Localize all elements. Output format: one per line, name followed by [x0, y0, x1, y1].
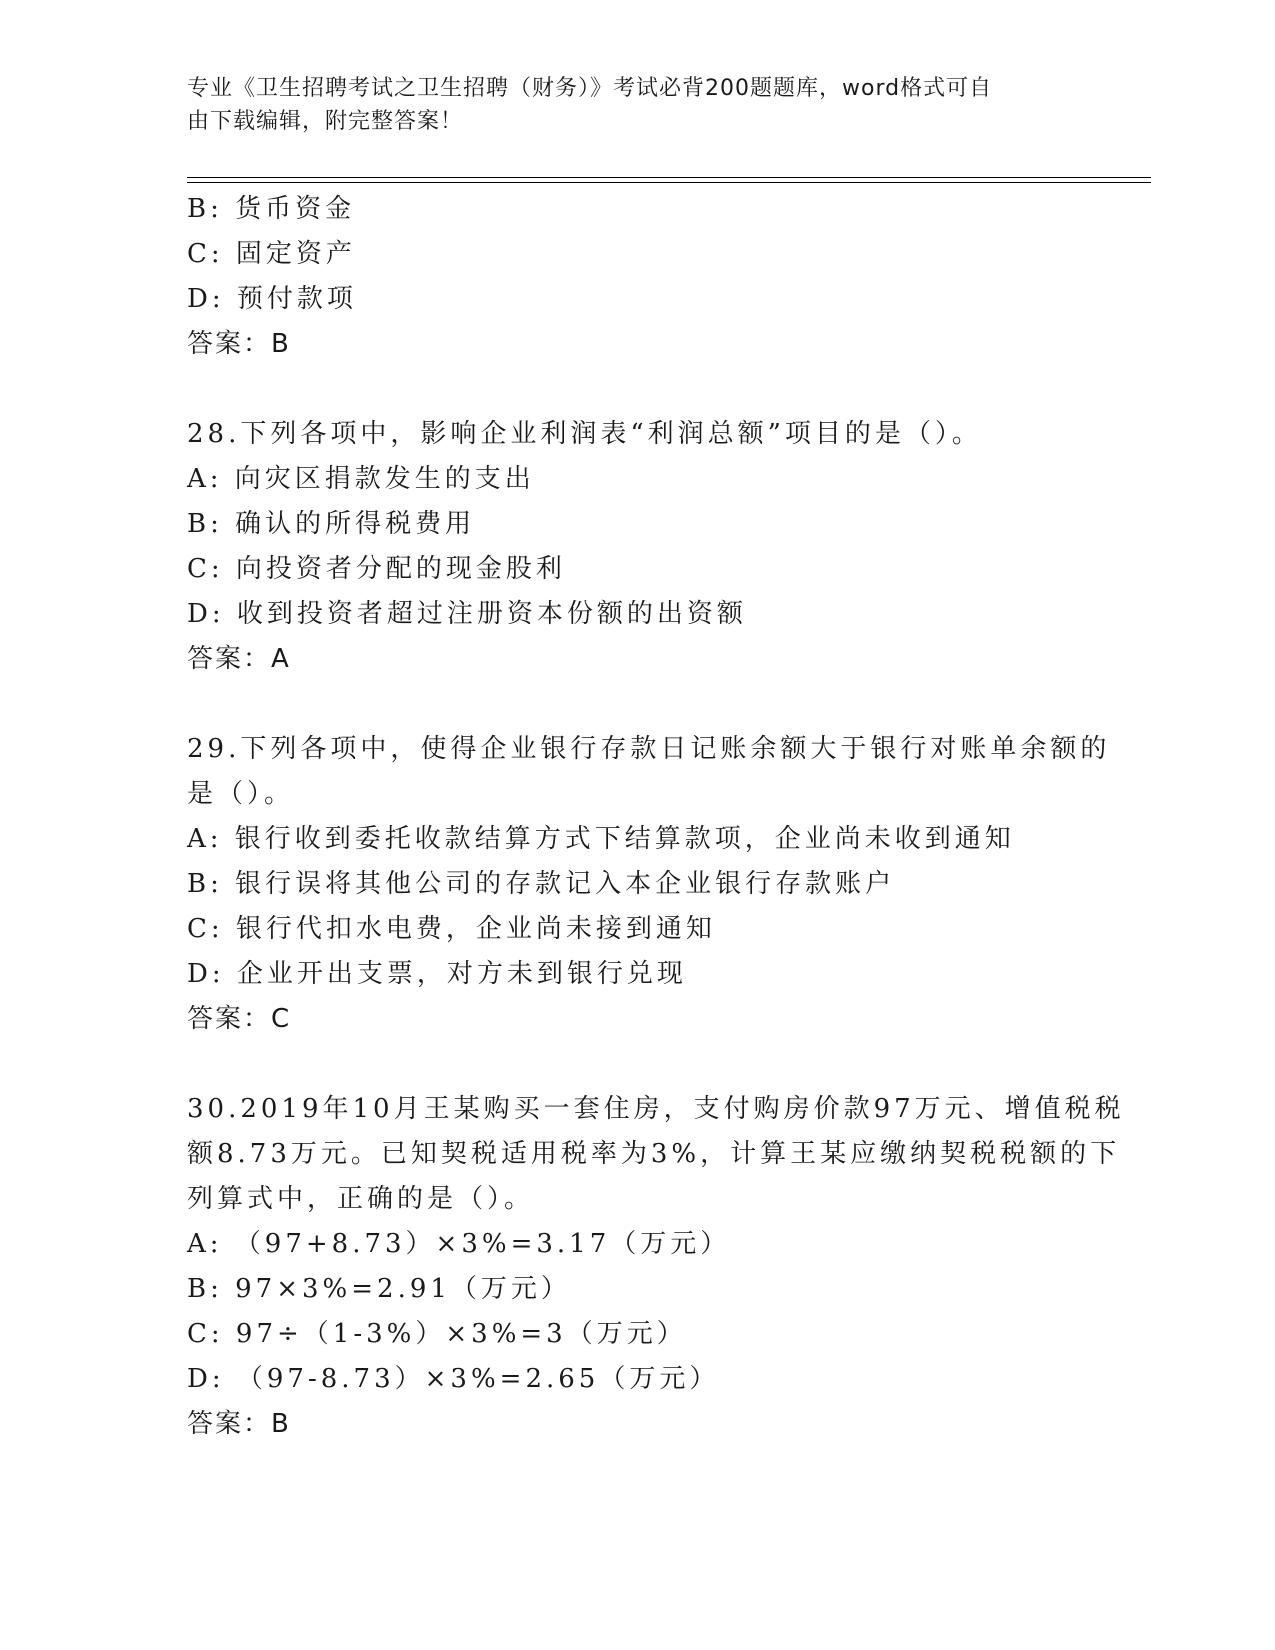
q28-option-c: C: 向投资者分配的现金股利: [187, 554, 566, 584]
q28-option-d: D: 收到投资者超过注册资本份额的出资额: [187, 599, 747, 629]
q28-option-b: B: 确认的所得税费用: [187, 509, 476, 539]
q30-option-b: B: 97×3%=2.91（万元）: [187, 1274, 571, 1304]
header-rule-bottom: [187, 182, 1151, 183]
q30-option-c: C: 97÷（1-3%）×3%=3（万元）: [187, 1319, 687, 1349]
document-header: [187, 72, 1067, 138]
q27-option-b: B: 货币资金: [187, 194, 356, 224]
q30-stem-line-1: 30.2019年10月王某购买一套住房，支付购房价款97万元、增值税税: [187, 1094, 1125, 1124]
q27-option-d: D: 预付款项: [187, 284, 357, 314]
q30-stem-line-2: 额8.73万元。已知契税适用税率为3%，计算王某应缴纳契税税额的下: [187, 1139, 1121, 1169]
q30-option-d: D: （97-8.73）×3%=2.65（万元）: [187, 1364, 720, 1394]
header-line-1: 专业《卫生招聘考试之卫生招聘（财务）》考试必背200题题库，word格式可自: [187, 76, 993, 101]
q27-option-c: C: 固定资产: [187, 239, 356, 269]
header-line-2: 由下载编辑，附完整答案！: [187, 109, 464, 134]
q29-option-d: D: 企业开出支票，对方未到银行兑现: [187, 959, 687, 989]
q29-stem-line-1: 29.下列各项中，使得企业银行存款日记账余额大于银行对账单余额的: [187, 734, 1111, 764]
q29-answer: 答案：C: [187, 1004, 292, 1034]
q29-option-a: A: 银行收到委托收款结算方式下结算款项，企业尚未收到通知: [187, 824, 1015, 854]
q29-stem-line-2: 是（）。: [187, 779, 295, 809]
q30-option-a: A: （97+8.73）×3%=3.17（万元）: [187, 1229, 731, 1259]
header-rule-top: [187, 177, 1151, 178]
q28-stem: 28.下列各项中，影响企业利润表“利润总额”项目的是（）。: [187, 419, 982, 449]
q28-answer: 答案：A: [187, 644, 291, 674]
q29-option-c: C: 银行代扣水电费，企业尚未接到通知: [187, 914, 716, 944]
q30-answer: 答案：B: [187, 1409, 291, 1439]
q27-answer: 答案：B: [187, 329, 291, 359]
q28-option-a: A: 向灾区捐款发生的支出: [187, 464, 535, 494]
q30-stem-line-3: 列算式中，正确的是（）。: [187, 1184, 535, 1214]
q29-option-b: B: 银行误将其他公司的存款记入本企业银行存款账户: [187, 869, 896, 899]
